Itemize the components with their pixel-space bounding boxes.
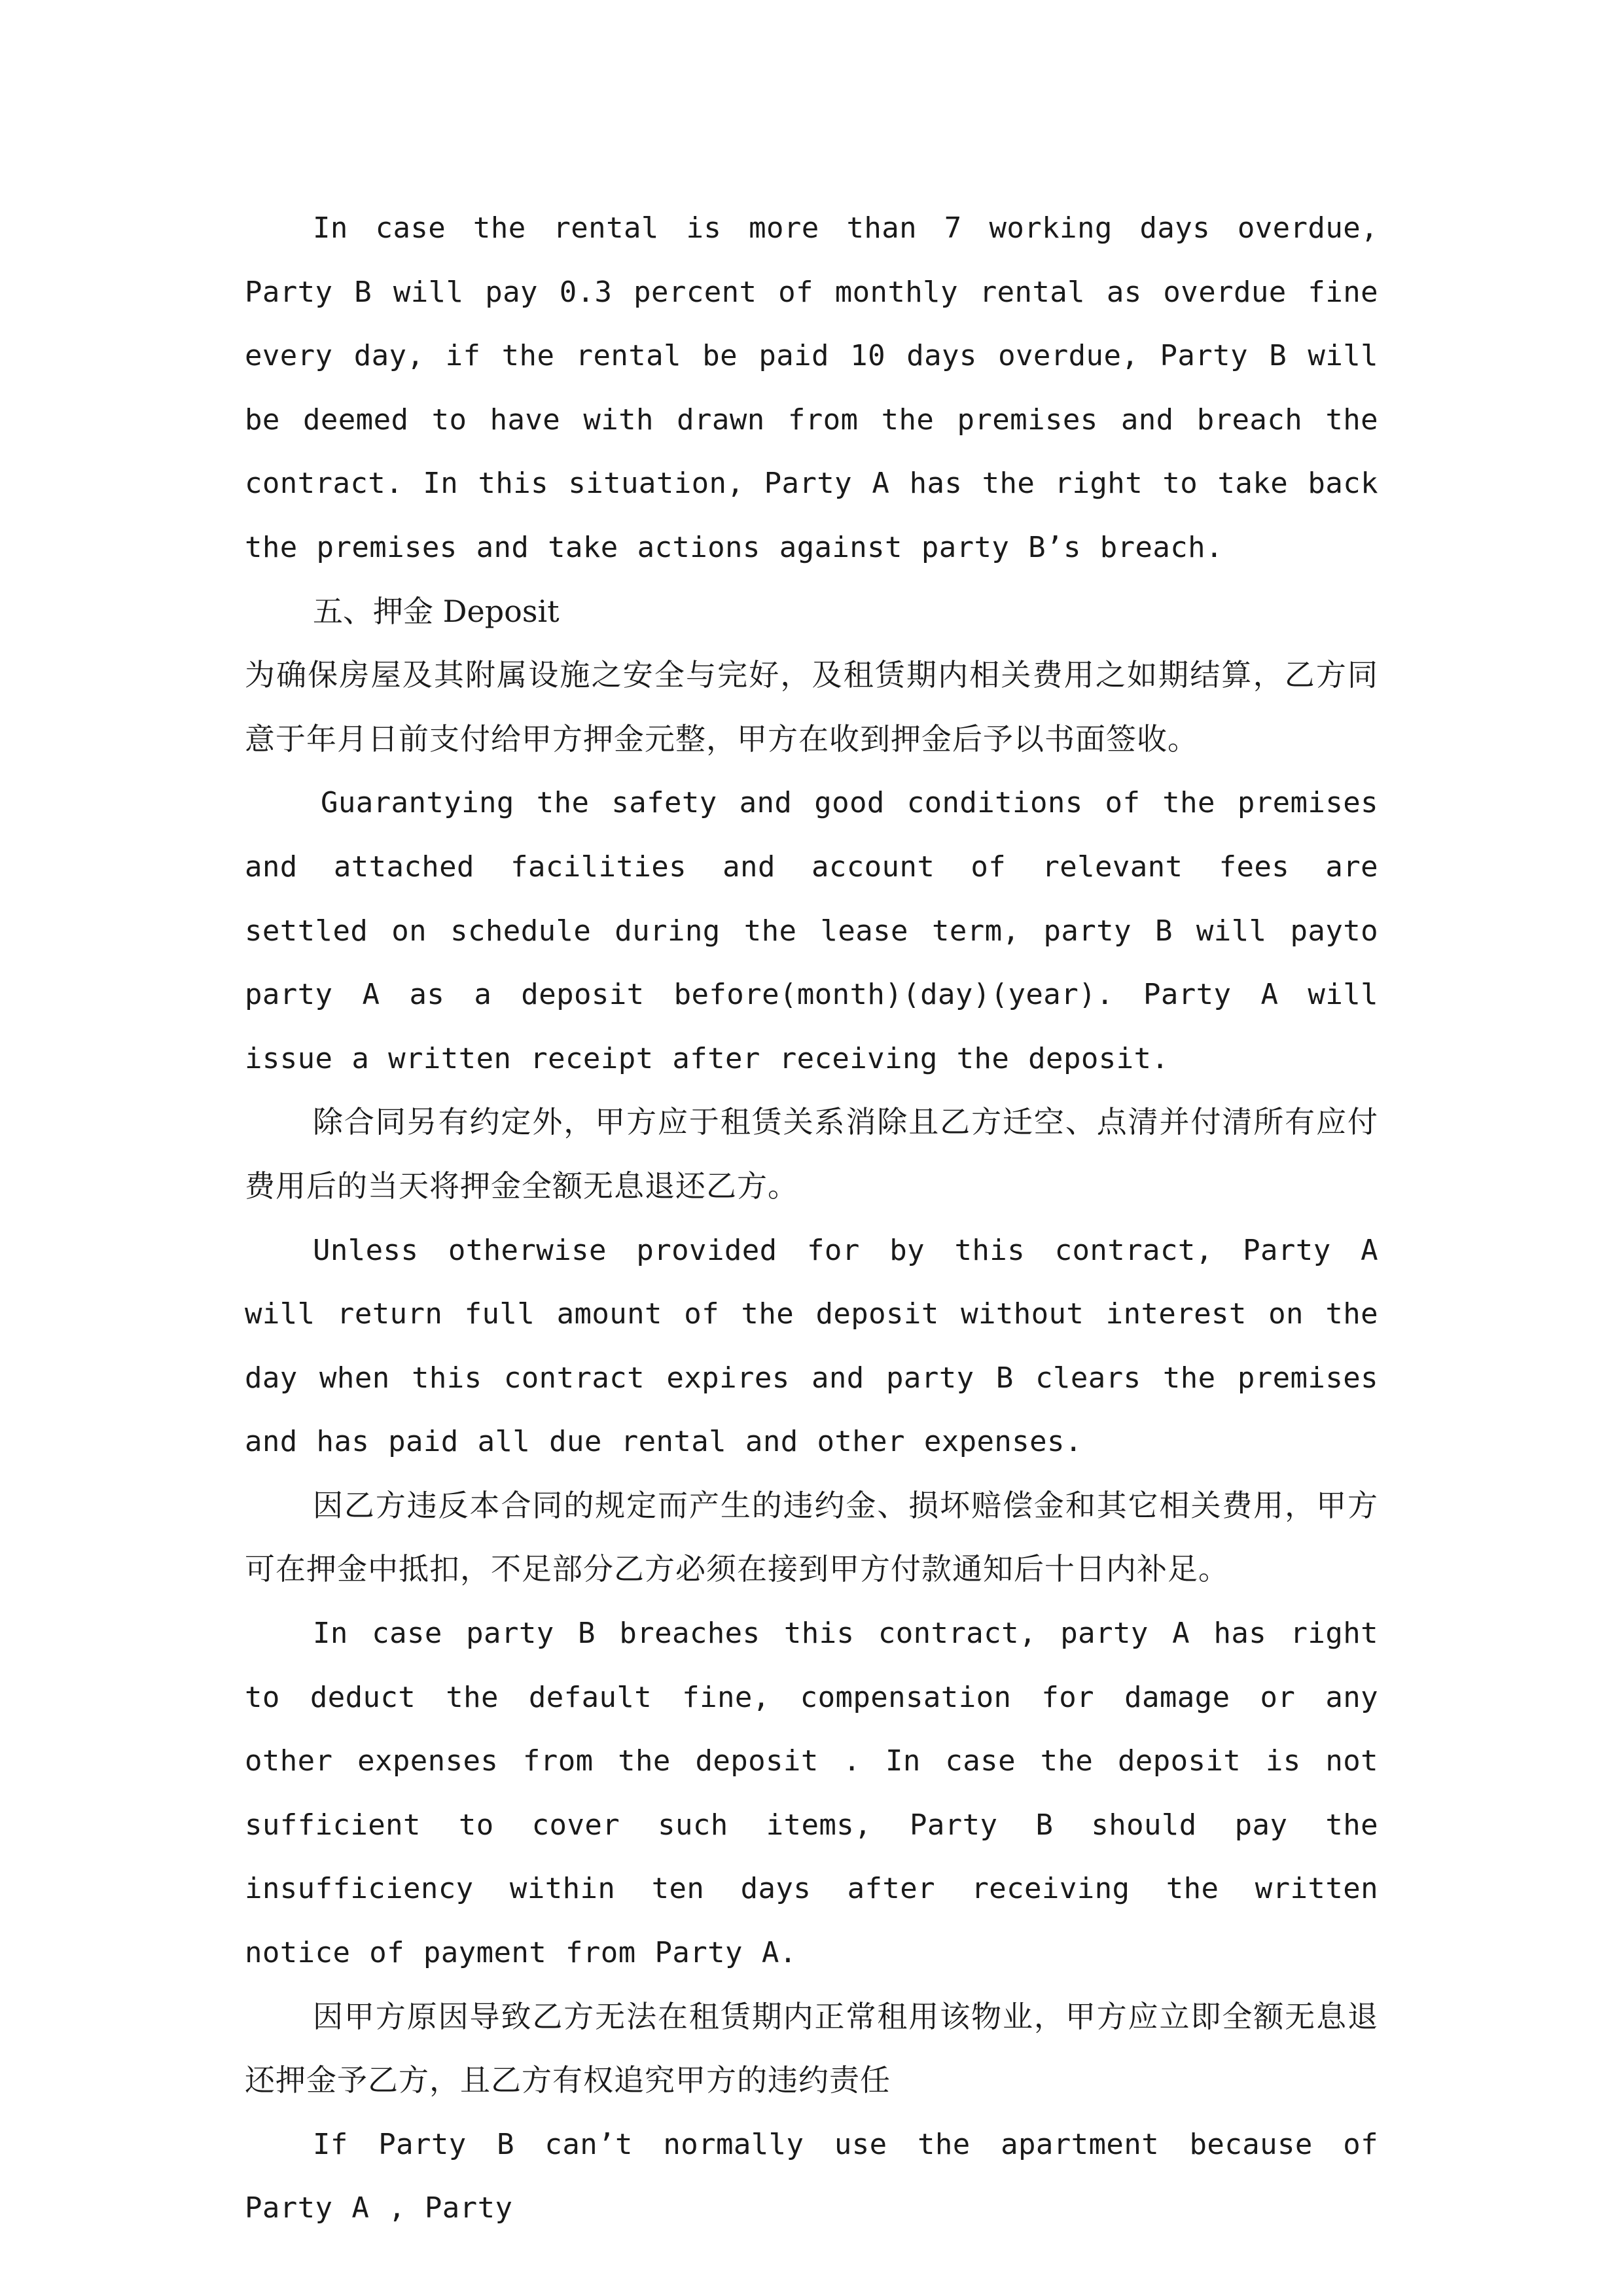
paragraph-deposit-return-en: Unless otherwise provided for by this contract, Party A will return full amount of the deposit without interest on the day when this contract expires and party B clears the premises and has paid all due rental and other expenses. xyxy=(245,1233,1378,1459)
section-heading-deposit: 五、押金 Deposit xyxy=(313,593,560,629)
document-body xyxy=(245,196,1378,2240)
paragraph-deposit-deduction-zh: 因乙方违反本合同的规定而产生的违约金、损坏赔偿金和其它相关费用，甲方可在押金中抵扣，不足部分乙方必须在接到甲方付款通知后十日内补足。 xyxy=(245,1487,1378,1587)
paragraph-party-a-fault-zh: 因甲方原因导致乙方无法在租赁期内正常租用该物业，甲方应立即全额无息退还押金予乙方，且乙方有权追究甲方的违约责任 xyxy=(245,1998,1378,2098)
paragraph-deposit-deduction-en: In case party B breaches this contract, party A has right to deduct the default fine, compensation for damage or any other expenses from the deposit . In case the deposit is not sufficient to cover such items, Party B should pay the insufficiency within ten days after receiving the written notice of payment from Party A. xyxy=(245,1617,1378,1970)
paragraph-overdue-rental-en: In case the rental is more than 7 working days overdue, Party B will pay 0.3 percent of monthly rental as overdue fine every day, if the rental be paid 10 days overdue, Party B will be deemed to have with drawn from the premises and breach the contract. In this situation, Party A has the right to take back the premises and take actions against party B’s breach. xyxy=(245,211,1378,564)
paragraph-deposit-purpose-zh: 为确保房屋及其附属设施之安全与完好，及租赁期内相关费用之如期结算，乙方同意于年月日前支付给甲方押金元整，甲方在收到押金后予以书面签收。 xyxy=(245,657,1378,757)
paragraph-deposit-purpose-en: Guarantying the safety and good conditions of the premises and attached facilities and account of relevant fees are settled on schedule during the lease term, party B will payto party A as a deposit before(month)(day)(year). Party A will issue a written receipt after receiving the deposit. xyxy=(245,786,1378,1075)
paragraph-party-a-fault-en: If Party B can’t normally use the apartment because of Party A , Party xyxy=(245,2127,1378,2225)
paragraph-deposit-return-zh: 除合同另有约定外，甲方应于租赁关系消除且乙方迁空、点清并付清所有应付费用后的当天将押金全额无息退还乙方。 xyxy=(245,1104,1378,1204)
